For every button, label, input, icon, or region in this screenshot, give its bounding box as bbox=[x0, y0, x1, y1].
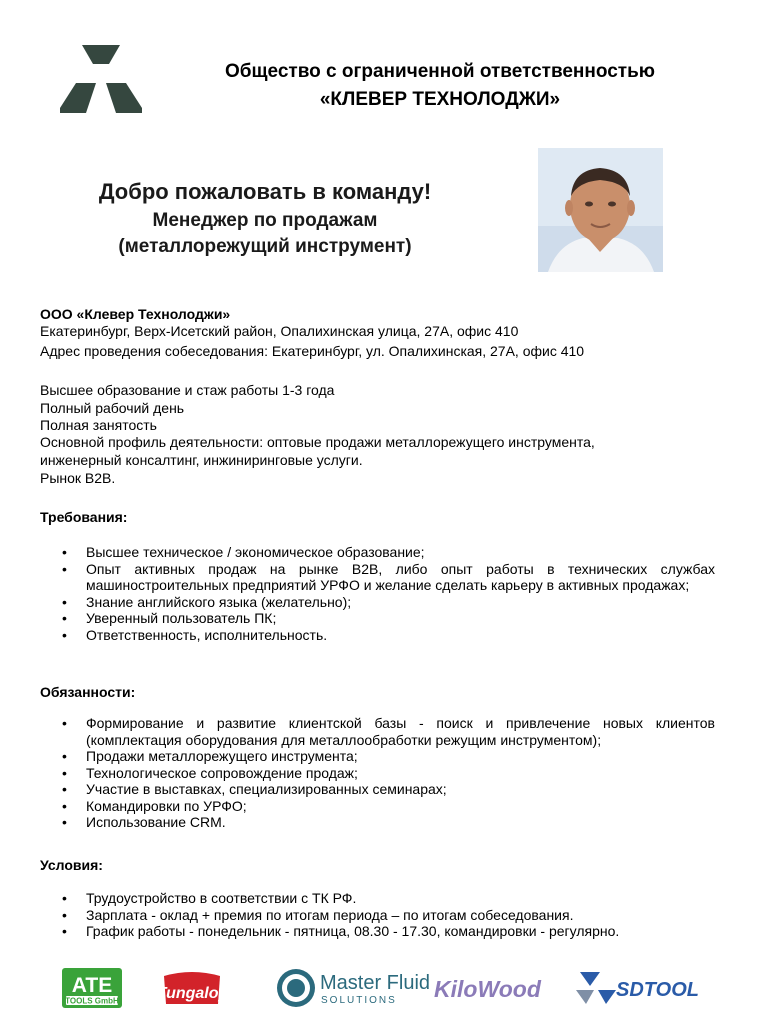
duties-list bbox=[60, 715, 715, 831]
kilowood-logo-text: KiloWood bbox=[434, 976, 541, 1002]
kilowood-logo bbox=[434, 976, 542, 1002]
list-item: • Зарплата - оклад + премия по итогам периода – по итогам собеседования. bbox=[60, 907, 715, 924]
list-item: • Командировки по УРФО; bbox=[60, 798, 715, 815]
company-name: «КЛЕВЕР ТЕХНОЛОДЖИ» bbox=[319, 89, 561, 110]
summary-line: Полная занятость bbox=[40, 417, 157, 433]
list-item: • Продажи металлорежущего инструмента; bbox=[60, 748, 715, 765]
requirements-heading: Требования: bbox=[40, 509, 128, 525]
tungaloy-logo bbox=[157, 972, 229, 1004]
company-address: Екатеринбург, Верх-Исетский район, Опалихинская улица, 27А, офис 410 bbox=[40, 323, 519, 339]
summary-line: инженерный консалтинг, инжиниринговые услуги. bbox=[40, 452, 363, 468]
company-logo bbox=[60, 44, 142, 114]
sdtool-logo bbox=[576, 972, 699, 1004]
list-item: • Формирование и развитие клиентской базы - поиск и привлечение новых клиентов (комплектация оборудования для металлообработки режущим инструментом); bbox=[60, 715, 715, 748]
master-fluid-logo-subtext: SOLUTIONS bbox=[321, 995, 397, 1006]
conditions-heading: Условия: bbox=[40, 857, 103, 873]
duties-heading: Обязанности: bbox=[40, 684, 136, 700]
list-item: • Знание английского языка (желательно); bbox=[60, 594, 715, 611]
position-subtitle: (металлорежущий инструмент) bbox=[118, 236, 412, 257]
list-item: • Технологическое сопровождение продаж; bbox=[60, 765, 715, 782]
list-item: • График работы - понедельник - пятница, 08.30 - 17.30, командировки - регулярно. bbox=[60, 923, 715, 940]
interview-address: Адрес проведения собеседования: Екатеринбург, ул. Опалихинская, 27А, офис 410 bbox=[40, 343, 585, 359]
summary-line: Основной профиль деятельности: оптовые продажи металлорежущего инструмента, bbox=[40, 434, 595, 450]
list-item: • Использование CRM. bbox=[60, 814, 715, 831]
list-item: • Высшее техническое / экономическое образование; bbox=[60, 544, 715, 561]
manager-photo bbox=[538, 148, 663, 272]
list-item: • Трудоустройство в соответствии с ТК РФ. bbox=[60, 890, 715, 907]
master-fluid-logo-text: Master Fluid bbox=[320, 972, 431, 994]
master-fluid-logo bbox=[277, 969, 430, 1007]
company-title: Общество с ограниченной ответственностью bbox=[224, 61, 656, 82]
company-legal-name: ООО «Клевер Технолоджи» bbox=[40, 306, 231, 322]
list-item: • Уверенный пользователь ПК; bbox=[60, 610, 715, 627]
list-item: • Опыт активных продаж на рынке B2B, либо опыт работы в технических службах машиностроительных предприятий УРФО и желание сделать карьеру в активных продажах; bbox=[60, 561, 715, 594]
partner-logos bbox=[60, 962, 710, 1012]
ate-logo-subtext: TOOLS GmbH bbox=[65, 996, 119, 1006]
summary-line: Полный рабочий день bbox=[40, 400, 185, 416]
portrait-image bbox=[538, 148, 663, 272]
ate-tools-logo bbox=[62, 968, 122, 1008]
sdtool-logo-text: SDTOOL bbox=[616, 979, 699, 1001]
summary-line: Высшее образование и стаж работы 1-3 года bbox=[40, 382, 335, 398]
ate-logo-text: ATE bbox=[71, 974, 113, 997]
requirements-list bbox=[60, 544, 715, 643]
list-item: • Участие в выставках, специализированных семинарах; bbox=[60, 781, 715, 798]
summary-line: Рынок B2B. bbox=[40, 470, 116, 486]
list-item: • Ответственность, исполнительность. bbox=[60, 627, 715, 644]
position-title: Менеджер по продажам bbox=[152, 210, 378, 231]
tungaloy-logo-text: Tungaloy bbox=[156, 985, 228, 1002]
conditions-list bbox=[60, 890, 715, 940]
welcome-heading: Добро пожаловать в команду! bbox=[98, 179, 432, 204]
